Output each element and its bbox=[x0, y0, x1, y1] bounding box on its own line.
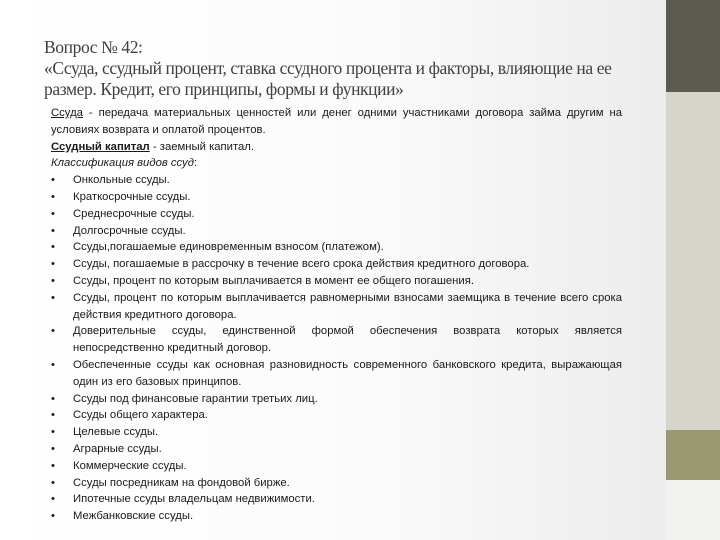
bullet-icon: • bbox=[51, 224, 55, 237]
bullet-icon: • bbox=[51, 476, 55, 489]
list-item-text: Обеспеченные ссуды как основная разновидность современного банковского кредита, выражающая один из его базовых принципов. bbox=[73, 358, 622, 388]
bullet-icon: • bbox=[51, 207, 55, 220]
list-item bbox=[51, 357, 622, 391]
title-line-1: Вопрос № 42: bbox=[44, 37, 143, 57]
bullet-icon: • bbox=[51, 174, 55, 187]
list-item-text: Доверительные ссуды, единственной формой обеспечения возврата которых является непосредственно кредитный договор. bbox=[73, 325, 622, 355]
list-item-text: Ссуды,погашаемые единовременным взносом (платежом). bbox=[73, 241, 384, 254]
classification-heading: Классификация видов ссуд: bbox=[51, 157, 198, 170]
list-item bbox=[51, 491, 622, 508]
bullet-icon: • bbox=[51, 442, 55, 455]
sidebar-dark-block bbox=[666, 0, 720, 92]
bullet-icon: • bbox=[51, 325, 55, 338]
decorative-sidebar bbox=[666, 0, 720, 540]
list-item bbox=[51, 223, 622, 240]
list-item bbox=[51, 256, 622, 273]
bullet-icon: • bbox=[51, 459, 55, 472]
list-item-text: Долгосрочные ссуды. bbox=[73, 224, 186, 237]
bullet-icon: • bbox=[51, 392, 55, 405]
bullet-icon: • bbox=[51, 258, 55, 271]
bullet-icon: • bbox=[51, 409, 55, 422]
list-item-text: Среднесрочные ссуды. bbox=[73, 207, 195, 220]
list-item bbox=[51, 508, 622, 525]
loan-types-list bbox=[51, 172, 622, 525]
sidebar-light-block bbox=[666, 92, 720, 430]
definition-loan-text: - передача материальных ценностей или денег одними участниками договора займа другим на условиях возврата и оплатой процентов. bbox=[51, 107, 622, 136]
list-item-text: Ссуды, процент по которым выплачивается в момент ее общего погашения. bbox=[73, 274, 474, 287]
term-loan-capital: Ссудный капитал bbox=[51, 140, 150, 153]
list-item bbox=[51, 407, 622, 424]
list-item bbox=[51, 424, 622, 441]
list-item-text: Ссуды посредникам на фондовой бирже. bbox=[73, 476, 290, 489]
term-loan: Ссуда bbox=[51, 107, 83, 119]
list-item bbox=[51, 323, 622, 357]
list-item-text: Краткосрочные ссуды. bbox=[73, 190, 191, 203]
list-item bbox=[51, 391, 622, 408]
list-item-text: Онкольные ссуды. bbox=[73, 174, 170, 187]
title-line-3: размер. Кредит, его принципы, формы и функции» bbox=[44, 79, 404, 99]
list-item-text: Аграрные ссуды. bbox=[73, 442, 162, 455]
sidebar-olive-block bbox=[666, 430, 720, 480]
bullet-icon: • bbox=[51, 274, 55, 287]
list-item bbox=[51, 290, 622, 324]
list-item bbox=[51, 273, 622, 290]
bullet-icon: • bbox=[51, 510, 55, 523]
list-item-text: Ссуды общего характера. bbox=[73, 409, 208, 422]
list-item bbox=[51, 239, 622, 256]
bullet-icon: • bbox=[51, 291, 55, 304]
definition-loan bbox=[51, 105, 622, 139]
definition-loan-capital bbox=[51, 139, 622, 156]
bullet-icon: • bbox=[51, 358, 55, 371]
bullet-icon: • bbox=[51, 241, 55, 254]
list-item-text: Ипотечные ссуды владельцам недвижимости. bbox=[73, 493, 315, 506]
bullet-icon: • bbox=[51, 190, 55, 203]
list-item bbox=[51, 206, 622, 223]
slide-title bbox=[44, 37, 644, 100]
list-item-text: Ссуды, погашаемые в рассрочку в течение всего срока действия кредитного договора. bbox=[73, 258, 530, 271]
list-item bbox=[51, 172, 622, 189]
list-item-text: Целевые ссуды. bbox=[73, 426, 159, 439]
bullet-icon: • bbox=[51, 493, 55, 506]
list-item bbox=[51, 441, 622, 458]
bullet-icon: • bbox=[51, 426, 55, 439]
list-item bbox=[51, 458, 622, 475]
list-item-text: Коммерческие ссуды. bbox=[73, 459, 187, 472]
content-body bbox=[51, 105, 622, 525]
list-item-text: Ссуды, процент по которым выплачивается равномерными взносами заемщика в течение всего срока действия кредитного договора. bbox=[73, 291, 622, 321]
definition-loan-capital-text: - заемный капитал. bbox=[149, 140, 255, 153]
list-item bbox=[51, 189, 622, 206]
list-item-text: Межбанковские ссуды. bbox=[73, 510, 194, 523]
list-item-text: Ссуды под финансовые гарантии третьих лиц. bbox=[73, 392, 318, 405]
title-line-2: «Ссуда, ссудный процент, ставка ссудного процента и факторы, влияющие на ее bbox=[44, 58, 612, 78]
list-item bbox=[51, 475, 622, 492]
